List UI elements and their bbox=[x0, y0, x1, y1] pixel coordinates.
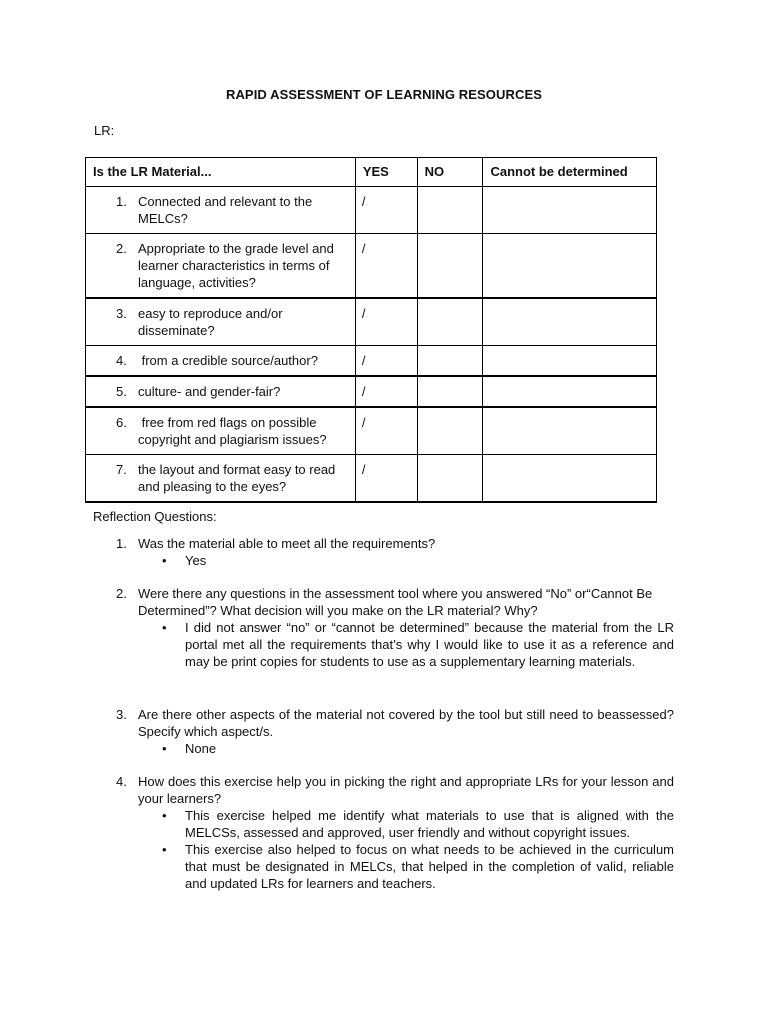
bullet-icon: • bbox=[162, 808, 167, 823]
bullet-icon: • bbox=[162, 620, 167, 635]
answer-item bbox=[162, 740, 674, 757]
criterion-number: 3. bbox=[116, 306, 127, 321]
assessment-table bbox=[85, 157, 657, 503]
yes-cell: / bbox=[355, 346, 417, 377]
criterion-text: Appropriate to the grade level and learner characteristics in terms of language, activities? bbox=[138, 241, 334, 290]
lr-label: LR: bbox=[94, 123, 115, 138]
no-cell bbox=[417, 376, 483, 407]
reflection-question bbox=[116, 773, 674, 892]
criterion-text: from a credible source/author? bbox=[138, 353, 318, 368]
criterion-text: free from red flags on possible copyright and plagiarism issues? bbox=[138, 415, 327, 447]
criterion-cell bbox=[86, 407, 356, 455]
reflection-question bbox=[116, 706, 674, 757]
question-number: 3. bbox=[116, 707, 127, 722]
answer-text: Yes bbox=[185, 553, 207, 568]
yes-cell: / bbox=[355, 455, 417, 503]
document-title: RAPID ASSESSMENT OF LEARNING RESOURCES bbox=[225, 87, 543, 102]
table-row bbox=[86, 376, 657, 407]
question-text: Were there any questions in the assessment tool where you answered “No” or“Cannot Be Determined”? What decision will you make on the LR material? Why? bbox=[138, 586, 653, 618]
question-number: 2. bbox=[116, 586, 127, 601]
criterion-cell bbox=[86, 187, 356, 234]
criterion-number: 1. bbox=[116, 194, 127, 209]
criterion-text: easy to reproduce and/or disseminate? bbox=[138, 306, 283, 338]
criterion-text: Connected and relevant to the MELCs? bbox=[138, 194, 313, 226]
table-row bbox=[86, 234, 657, 299]
criterion-cell bbox=[86, 455, 356, 503]
criterion-cell bbox=[86, 346, 356, 377]
answer-item bbox=[162, 807, 674, 841]
criterion-number: 4. bbox=[116, 353, 127, 368]
cbd-cell bbox=[483, 187, 657, 234]
header-yes: YES bbox=[355, 158, 417, 187]
criterion-cell bbox=[86, 376, 356, 407]
yes-cell: / bbox=[355, 376, 417, 407]
cbd-cell bbox=[483, 234, 657, 299]
reflection-question bbox=[116, 535, 674, 569]
header-material: Is the LR Material... bbox=[86, 158, 356, 187]
reflection-question bbox=[116, 585, 674, 670]
question-number: 1. bbox=[116, 536, 127, 551]
bullet-icon: • bbox=[162, 741, 167, 756]
criterion-number: 2. bbox=[116, 241, 127, 256]
no-cell bbox=[417, 298, 483, 346]
yes-cell: / bbox=[355, 298, 417, 346]
answer-text: This exercise also helped to focus on what needs to be achieved in the curriculum that must be designated in MELCs, that helped in the completion of valid, reliable and updated LRs for learners and teachers. bbox=[185, 842, 674, 891]
criterion-text: culture- and gender-fair? bbox=[138, 384, 281, 399]
no-cell bbox=[417, 455, 483, 503]
bullet-icon: • bbox=[162, 842, 167, 857]
question-text: How does this exercise help you in picking the right and appropriate LRs for your lesson and your learners? bbox=[138, 774, 674, 806]
table-row bbox=[86, 455, 657, 503]
cbd-cell bbox=[483, 407, 657, 455]
answer-text: This exercise helped me identify what materials to use that is aligned with the MELCSs, assessed and approved, user friendly and without copyright issues. bbox=[185, 808, 674, 840]
bullet-icon: • bbox=[162, 553, 167, 568]
question-text: Are there other aspects of the material not covered by the tool but still need to beassessed? Specify which aspect/s. bbox=[138, 707, 674, 739]
header-no: NO bbox=[417, 158, 483, 187]
no-cell bbox=[417, 234, 483, 299]
reflection-heading: Reflection Questions: bbox=[93, 509, 217, 524]
yes-cell: / bbox=[355, 407, 417, 455]
no-cell bbox=[417, 407, 483, 455]
question-number: 4. bbox=[116, 774, 127, 789]
answer-item bbox=[162, 552, 674, 569]
question-text: Was the material able to meet all the requirements? bbox=[138, 536, 436, 551]
criterion-text: the layout and format easy to read and pleasing to the eyes? bbox=[138, 462, 336, 494]
yes-cell: / bbox=[355, 187, 417, 234]
criterion-number: 5. bbox=[116, 384, 127, 399]
yes-cell: / bbox=[355, 234, 417, 299]
answer-item bbox=[162, 841, 674, 892]
cbd-cell bbox=[483, 376, 657, 407]
header-cannot-be-determined: Cannot be determined bbox=[483, 158, 657, 187]
criterion-number: 6. bbox=[116, 415, 127, 430]
criterion-cell bbox=[86, 298, 356, 346]
answer-item bbox=[162, 619, 674, 670]
table-header-row bbox=[86, 158, 657, 187]
table-row bbox=[86, 346, 657, 377]
table-row bbox=[86, 298, 657, 346]
criterion-number: 7. bbox=[116, 462, 127, 477]
no-cell bbox=[417, 187, 483, 234]
criterion-cell bbox=[86, 234, 356, 299]
no-cell bbox=[417, 346, 483, 377]
cbd-cell bbox=[483, 346, 657, 377]
table-row bbox=[86, 187, 657, 234]
answer-text: I did not answer “no” or “cannot be determined” because the material from the LR portal met all the requirements that’s why I would like to use it as a reference and may be print copies for students to use as a supplementary learning materials. bbox=[185, 620, 674, 669]
cbd-cell bbox=[483, 298, 657, 346]
table-row bbox=[86, 407, 657, 455]
cbd-cell bbox=[483, 455, 657, 503]
answer-text: None bbox=[185, 741, 217, 756]
